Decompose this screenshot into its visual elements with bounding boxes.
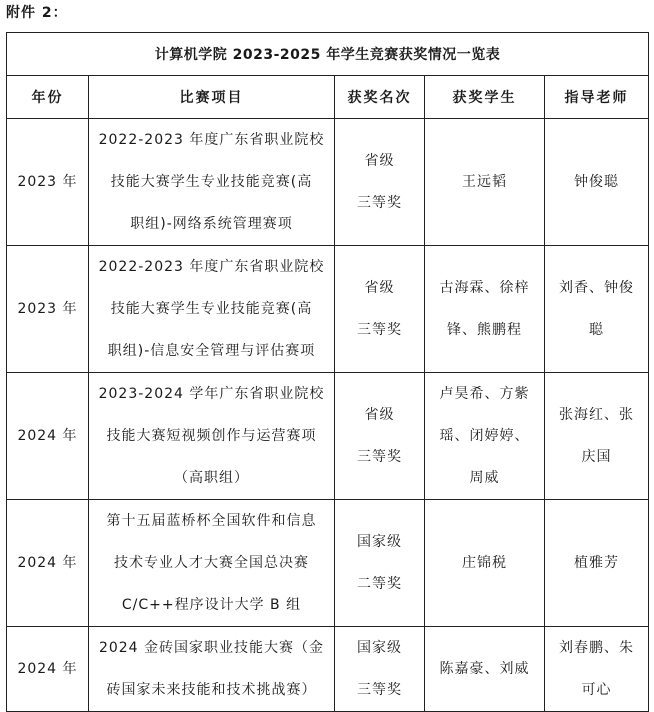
cell-year: 2023 年	[7, 119, 89, 246]
table-row	[7, 373, 649, 500]
cell-teachers-line: 植雅芳	[574, 555, 619, 571]
cell-year: 2024 年	[7, 627, 89, 712]
cell-students-line: 卢昊希、方紫	[439, 386, 530, 402]
cell-teachers-line: 可心	[581, 682, 612, 698]
cell-students	[425, 500, 545, 627]
cell-students	[425, 119, 545, 246]
cell-students-line: 古海霖、徐梓	[439, 280, 530, 296]
cell-teachers-line: 刘香、钟俊	[559, 280, 634, 296]
cell-rank-line: 省级	[364, 407, 395, 423]
cell-competition	[89, 627, 335, 712]
cell-competition-line: 2022-2023 年度广东省职业院校	[98, 259, 325, 275]
cell-teachers	[545, 246, 649, 373]
cell-rank	[335, 627, 425, 712]
header-students: 获奖学生	[425, 76, 545, 119]
cell-students-line: 瑶、闭婷婷、	[439, 428, 530, 444]
cell-teachers-line: 庆国	[581, 449, 612, 465]
cell-rank-line: 国家级	[357, 640, 402, 656]
cell-competition-line: 2023-2024 学年广东省职业院校	[98, 386, 325, 402]
cell-competition-line: 技能大赛短视频创作与运营赛项	[106, 428, 317, 444]
awards-table	[6, 32, 649, 712]
cell-teachers	[545, 500, 649, 627]
cell-year: 2024 年	[7, 373, 89, 500]
cell-teachers	[545, 373, 649, 500]
cell-students	[425, 627, 545, 712]
cell-rank	[335, 500, 425, 627]
cell-students-line: 周威	[469, 470, 500, 486]
cell-rank-line: 三等奖	[357, 322, 402, 338]
table-row	[7, 500, 649, 627]
cell-students	[425, 373, 545, 500]
table-row	[7, 627, 649, 712]
cell-rank-line: 三等奖	[357, 195, 402, 211]
header-row	[7, 76, 649, 119]
cell-competition-line: 2022-2023 年度广东省职业院校	[98, 132, 325, 148]
cell-competition-line: 砖国家未来技能和技术挑战赛）	[106, 682, 317, 698]
cell-teachers-line: 张海红、张	[559, 407, 634, 423]
cell-competition-line: 技能大赛学生专业技能竞赛(高	[110, 174, 313, 190]
cell-competition-line: （高职组）	[174, 470, 249, 486]
header-competition: 比赛项目	[89, 76, 335, 119]
cell-teachers-line: 刘春鹏、朱	[559, 640, 634, 656]
cell-competition-line: 2024 金砖国家职业技能大赛（金	[98, 640, 325, 656]
cell-rank-line: 国家级	[357, 534, 402, 550]
cell-competition-line: 第十五届蓝桥杯全国软件和信息	[106, 513, 317, 529]
cell-competition-line: 职组)-网络系统管理赛项	[130, 216, 293, 232]
cell-students-line: 陈嘉豪、刘威	[439, 661, 530, 677]
cell-rank-line: 二等奖	[357, 576, 402, 592]
cell-teachers-line: 钟俊聪	[574, 174, 619, 190]
cell-year: 2024 年	[7, 500, 89, 627]
table-row	[7, 119, 649, 246]
cell-competition	[89, 373, 335, 500]
cell-competition	[89, 119, 335, 246]
cell-teachers	[545, 119, 649, 246]
cell-competition-line: 技能大赛学生专业技能竞赛(高	[110, 301, 313, 317]
cell-competition	[89, 246, 335, 373]
table-caption: 计算机学院 2023-2025 年学生竞赛获奖情况一览表	[7, 33, 649, 76]
cell-students-line: 王远韬	[462, 174, 507, 190]
cell-teachers	[545, 627, 649, 712]
cell-rank-line: 省级	[364, 280, 395, 296]
table-row	[7, 246, 649, 373]
header-year: 年份	[7, 76, 89, 119]
cell-students	[425, 246, 545, 373]
cell-rank-line: 三等奖	[357, 449, 402, 465]
cell-rank	[335, 119, 425, 246]
header-rank: 获奖名次	[335, 76, 425, 119]
cell-rank	[335, 373, 425, 500]
attachment-label: 附件 2：	[6, 5, 68, 21]
cell-students-line: 庄锦税	[462, 555, 507, 571]
header-teachers: 指导老师	[545, 76, 649, 119]
cell-teachers-line: 聪	[589, 322, 604, 338]
cell-competition-line: C/C++程序设计大学 B 组	[121, 597, 302, 613]
cell-competition-line: 职组)-信息安全管理与评估赛项	[107, 343, 316, 359]
cell-competition-line: 技术专业人才大赛全国总决赛	[114, 555, 309, 571]
cell-rank-line: 三等奖	[357, 682, 402, 698]
cell-competition	[89, 500, 335, 627]
cell-rank	[335, 246, 425, 373]
cell-year: 2023 年	[7, 246, 89, 373]
cell-rank-line: 省级	[364, 153, 395, 169]
cell-students-line: 锋、熊鹏程	[447, 322, 522, 338]
